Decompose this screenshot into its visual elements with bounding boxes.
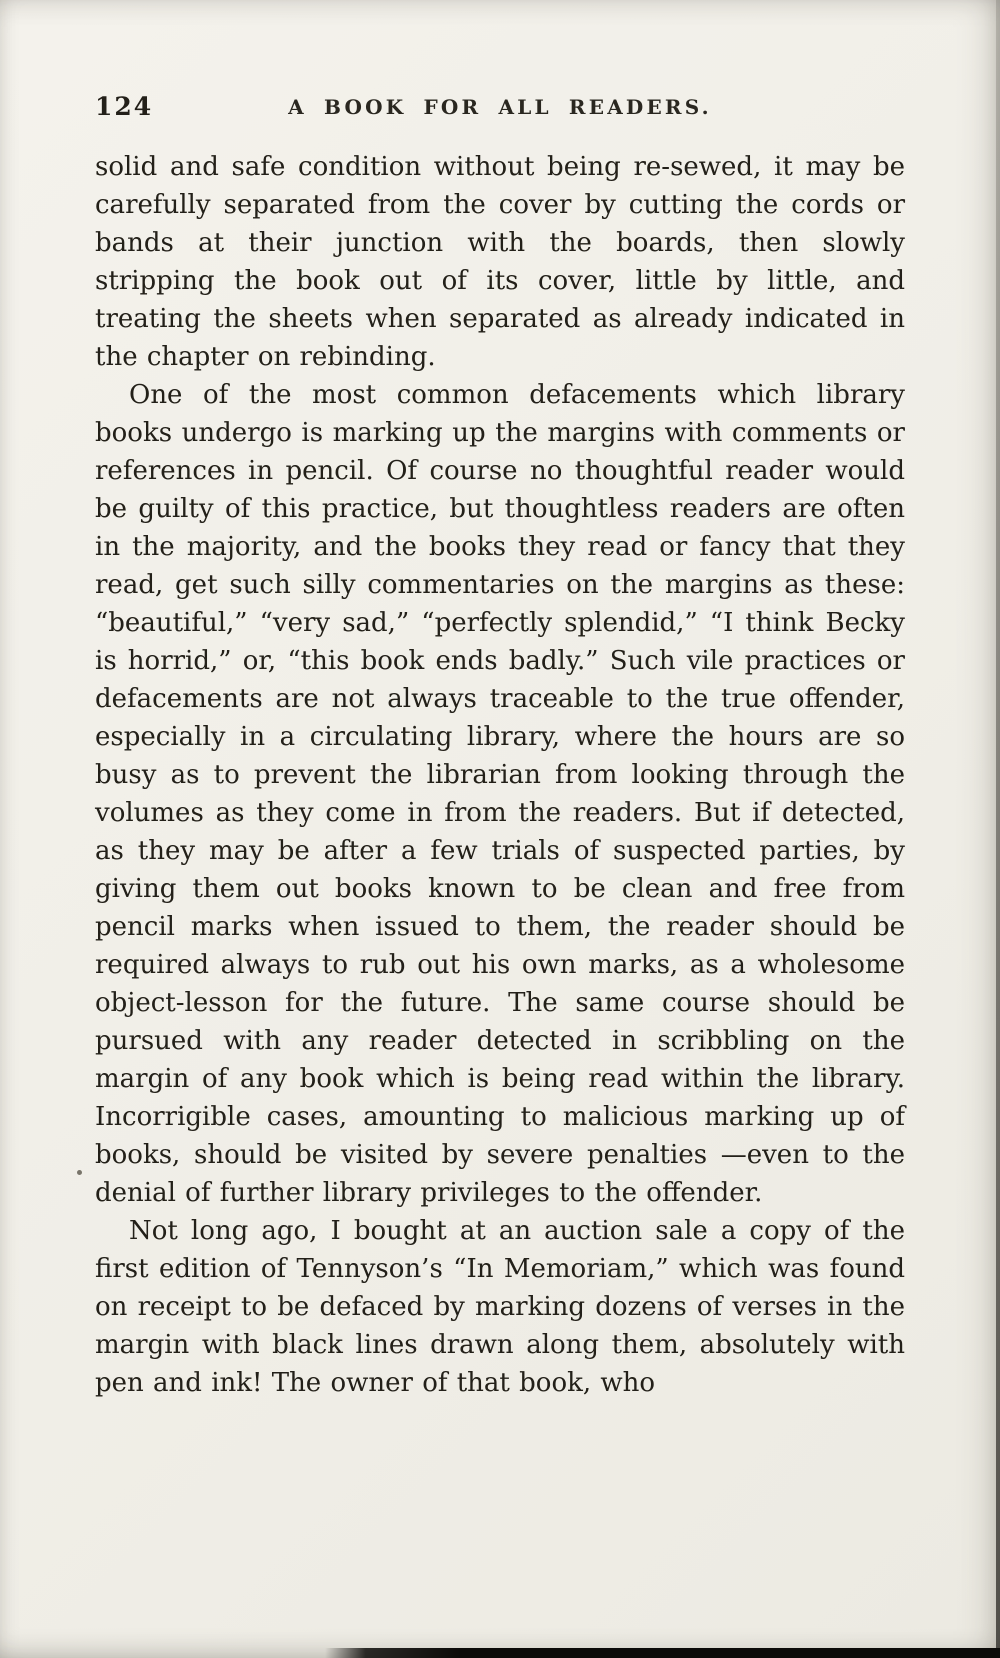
scan-edge-bottom-artifact [325, 1648, 1000, 1658]
paragraph-tennyson: Not long ago, I bought at an auction sale a copy of the first edition of Tennyson’s “In Memoriam,” which was found on receipt to be defaced by marking dozens of verses in the margin with black lines drawn along them, absolutely with pen and ink! The owner of that book, who [95, 1216, 905, 1398]
page-header [0, 92, 1000, 126]
paragraph-defacements: One of the most common defacements which library books undergo is marking up the margins with comments or references in pencil. Of course no thoughtful reader would be guilty of this practice, but thoughtless readers are often in the majority, and the books they read or fancy that they read, get such silly commentaries on the margins as these: “beautiful,” “very sad,” “perfectly splendid,” “I think Becky is horrid,” or, “this book ends badly.” Such vile practices or defacements are not always traceable to the true offender, especially in a circulating library, where the hours are so busy as to prevent the librarian from looking through the volumes as they come in from the readers. But if detected, as they may be after a few trials of suspected parties, by giving them out books known to be clean and free from pencil marks when issued to them, the reader should be required always to rub out his own marks, as a wholesome object-lesson for the future. The same course should be pursued with any reader detected in scribbling on the margin of any book which is being read within the library. Incorrigible cases, amounting to malicious marking up of books, should be visited by severe penalties —even to the denial of further library privileges to the offender. [95, 380, 905, 1208]
paragraph-rebinding: solid and safe condition without being re-sewed, it may be carefully separated from the cover by cutting the cords or bands at their junction with the boards, then slowly stripping the book out of its cover, little by little, and treating the sheets when separated as already indicated in the chapter on rebinding. [95, 152, 905, 372]
print-speck-artifact [77, 1170, 82, 1175]
page-body [95, 148, 905, 1402]
page-number: 124 [95, 92, 154, 121]
running-title: A BOOK FOR ALL READERS. [288, 95, 712, 119]
scan-edge-right-artifact [996, 0, 1000, 1658]
